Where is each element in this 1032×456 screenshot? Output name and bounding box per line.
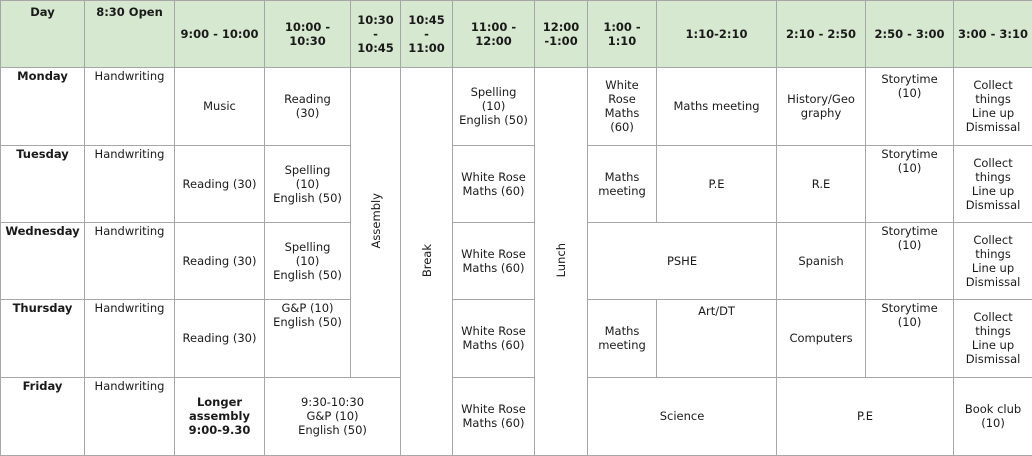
- slot-0100: White Rose Maths (60): [588, 68, 657, 145]
- slot-1000: Spelling (10) English (50): [265, 145, 351, 222]
- lunch-label: Lunch: [554, 242, 569, 278]
- slot-0250: Storytime (10): [866, 222, 954, 299]
- slot-1000: Spelling (10) English (50): [265, 222, 351, 299]
- assembly-block: [351, 68, 401, 377]
- slot-0100: Maths meeting: [588, 145, 657, 222]
- slot-1100: White Rose Maths (60): [453, 145, 535, 222]
- header-open: 8:30 Open: [85, 1, 175, 68]
- slot-0300: Collect things Line up Dismissal: [954, 145, 1032, 222]
- day-name: Wednesday: [1, 222, 85, 299]
- slot-0100: PSHE: [588, 222, 777, 299]
- slot-0900: Music: [175, 68, 265, 145]
- open-activity: Handwriting: [85, 145, 175, 222]
- header-slot-1200: 12:00 -1:00: [535, 1, 588, 68]
- slot-0300: Collect things Line up Dismissal: [954, 300, 1032, 377]
- slot-science: Science: [588, 377, 777, 455]
- slot-pe: P.E: [777, 377, 954, 455]
- break-block: [401, 68, 453, 456]
- header-row: [1, 1, 1032, 68]
- day-row-friday: [1, 377, 1032, 455]
- header-slot-0100: 1:00 - 1:10: [588, 1, 657, 68]
- header-slot-0210: 2:10 - 2:50: [777, 1, 866, 68]
- slot-0210: History/Geo graphy: [777, 68, 866, 145]
- slot-0900: Reading (30): [175, 145, 265, 222]
- slot-0300: Collect things Line up Dismissal: [954, 222, 1032, 299]
- slot-1000: G&P (10) English (50): [265, 300, 351, 377]
- day-name: Friday: [1, 377, 85, 455]
- day-row-wednesday: [1, 222, 1032, 299]
- slot-0110: P.E: [657, 145, 777, 222]
- open-activity: Handwriting: [85, 300, 175, 377]
- slot-0250: Storytime (10): [866, 145, 954, 222]
- day-name: Tuesday: [1, 145, 85, 222]
- slot-1100: White Rose Maths (60): [453, 300, 535, 377]
- break-label: Break: [419, 243, 434, 277]
- slot-book-club: Book club (10): [954, 377, 1032, 455]
- slot-0300: Collect things Line up Dismissal: [954, 68, 1032, 145]
- open-activity: Handwriting: [85, 222, 175, 299]
- header-slot-0300: 3:00 - 3:10: [954, 1, 1032, 68]
- slot-0210: Computers: [777, 300, 866, 377]
- slot-0900: Longer assembly 9:00-9.30: [175, 377, 265, 455]
- header-day: Day: [1, 1, 85, 68]
- slot-0900: Reading (30): [175, 300, 265, 377]
- header-slot-1100: 11:00 - 12:00: [453, 1, 535, 68]
- slot-0930: 9:30-10:30 G&P (10) English (50): [265, 377, 401, 455]
- slot-0250: Storytime (10): [866, 300, 954, 377]
- day-row-monday: [1, 68, 1032, 145]
- slot-1100: White Rose Maths (60): [453, 377, 535, 455]
- slot-0110: Art/DT: [657, 300, 777, 377]
- day-name: Thursday: [1, 300, 85, 377]
- day-name: Monday: [1, 68, 85, 145]
- lunch-block: [535, 68, 588, 456]
- header-slot-1000: 10:00 - 10:30: [265, 1, 351, 68]
- open-activity: Handwriting: [85, 68, 175, 145]
- slot-1000: Reading (30): [265, 68, 351, 145]
- header-slot-1030: 10:30 - 10:45: [351, 1, 401, 68]
- slot-0900: Reading (30): [175, 222, 265, 299]
- header-slot-0250: 2:50 - 3:00: [866, 1, 954, 68]
- day-row-tuesday: [1, 145, 1032, 222]
- slot-0100: Maths meeting: [588, 300, 657, 377]
- header-slot-0900: 9:00 - 10:00: [175, 1, 265, 68]
- assembly-label: Assembly: [368, 193, 383, 249]
- slot-0110: Maths meeting: [657, 68, 777, 145]
- header-slot-0110: 1:10-2:10: [657, 1, 777, 68]
- slot-0210: Spanish: [777, 222, 866, 299]
- slot-1100: White Rose Maths (60): [453, 222, 535, 299]
- slot-0250: Storytime (10): [866, 68, 954, 145]
- day-row-thursday: [1, 300, 1032, 377]
- slot-1100: Spelling (10) English (50): [453, 68, 535, 145]
- slot-0210: R.E: [777, 145, 866, 222]
- header-slot-1045: 10:45 - 11:00: [401, 1, 453, 68]
- open-activity: Handwriting: [85, 377, 175, 455]
